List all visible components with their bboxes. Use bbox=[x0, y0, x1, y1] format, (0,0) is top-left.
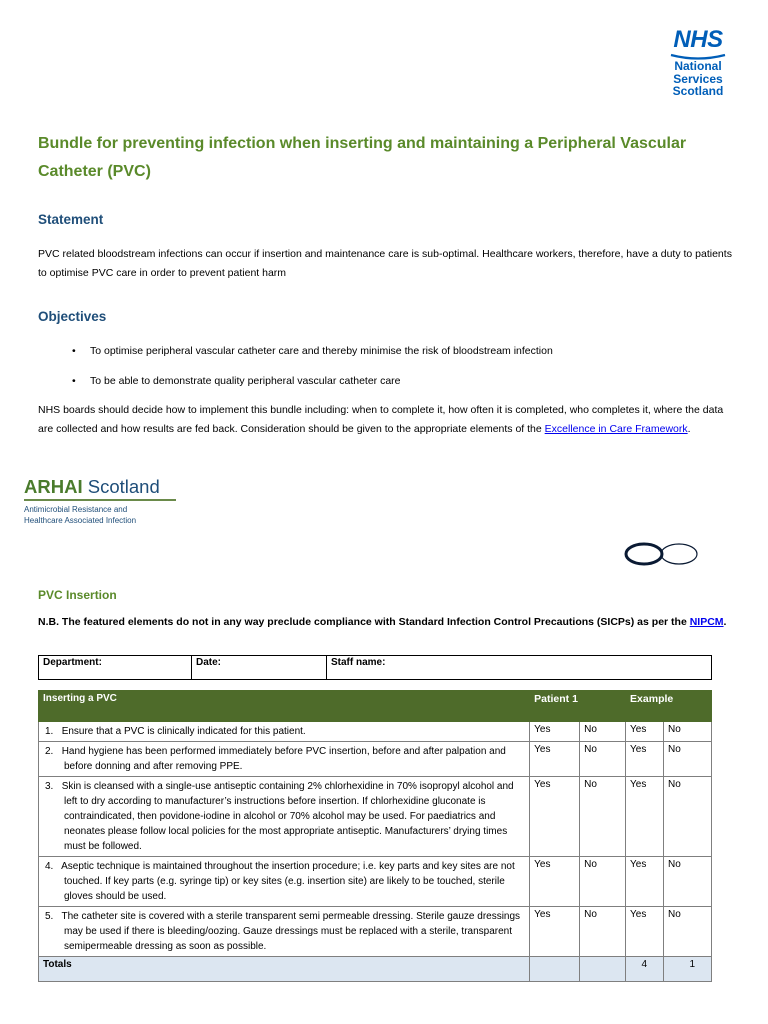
arhai-subtitle-1: Antimicrobial Resistance and bbox=[24, 505, 128, 514]
totals-label: Totals bbox=[39, 957, 530, 982]
statement-heading: Statement bbox=[38, 212, 104, 227]
example-total-yes: 4 bbox=[626, 957, 664, 982]
nhs-logo-line-3: Scotland bbox=[672, 84, 724, 98]
nhs-logo-line-2: Services bbox=[673, 71, 723, 86]
patient-no-cell[interactable]: No bbox=[580, 907, 626, 957]
bullet-icon: • bbox=[72, 375, 76, 387]
nipcm-link[interactable]: NIPCM bbox=[689, 616, 724, 628]
nb-note-end: . bbox=[723, 616, 727, 628]
nhs-logo bbox=[666, 28, 730, 98]
table-header-patient-1: Patient 1 bbox=[530, 691, 626, 722]
patient-total-yes bbox=[530, 957, 580, 982]
table-row bbox=[39, 907, 712, 957]
implementation-paragraph bbox=[38, 401, 738, 439]
criterion-cell bbox=[39, 857, 530, 907]
table-header-example: Example bbox=[626, 691, 712, 722]
pvc-insertion-table bbox=[38, 690, 712, 982]
nb-note bbox=[38, 616, 728, 629]
criterion-number: 2. bbox=[45, 746, 54, 757]
patient-no-cell[interactable]: No bbox=[580, 857, 626, 907]
document-title: Bundle for preventing infection when inserting and maintaining a Peripheral Vascular Catheter (PVC) bbox=[38, 135, 687, 180]
criterion-text: Ensure that a PVC is clinically indicated for this patient. bbox=[61, 726, 306, 737]
arhai-title-green: ARHAI bbox=[24, 476, 83, 497]
interlocking-rings-icon bbox=[622, 540, 702, 568]
criterion-cell bbox=[39, 777, 530, 857]
excellence-in-care-link[interactable]: Excellence in Care Framework bbox=[544, 423, 688, 435]
statement-text: PVC related bloodstream infections can occur if insertion and maintenance care is sub-optimal. Healthcare workers, therefore, have a duty to patients to optimise PVC care in order to prevent patient harm bbox=[38, 248, 732, 279]
criterion-text: Skin is cleansed with a single-use antiseptic containing 2% chlorhexidine in 70% isopropyl alcohol and left to dry according to manufacturer’s instructions before insertion. If chlorhexidine gluconate is contraindicated, then povidone-iodine in alcohol or 70% alcohol may be used. For paediatrics and neonates please follow local policies for the most appropriate antiseptic. Manufacturers’ drying times must be followed. bbox=[61, 781, 514, 852]
objective-item-2-text: To be able to demonstrate quality peripheral vascular catheter care bbox=[90, 375, 401, 387]
patient-total-no bbox=[580, 957, 626, 982]
criterion-number: 1. bbox=[45, 726, 54, 737]
criterion-cell bbox=[39, 722, 530, 742]
patient-yes-cell[interactable]: Yes bbox=[530, 742, 580, 777]
example-total-no: 1 bbox=[664, 957, 712, 982]
criterion-number: 4. bbox=[45, 861, 54, 872]
patient-yes-cell[interactable]: Yes bbox=[530, 777, 580, 857]
nb-note-text: N.B. The featured elements do not in any way preclude compliance with Standard Infection Control Precautions (SICPs) as per the bbox=[38, 616, 690, 628]
objectives-heading: Objectives bbox=[38, 309, 107, 324]
example-yes-cell: Yes bbox=[626, 907, 664, 957]
nhs-logo-line-1: National bbox=[674, 59, 722, 73]
criterion-cell bbox=[39, 742, 530, 777]
totals-row bbox=[39, 957, 712, 982]
table-header-criteria: Inserting a PVC bbox=[39, 691, 530, 722]
patient-no-cell[interactable]: No bbox=[580, 722, 626, 742]
criterion-number: 5. bbox=[45, 911, 54, 922]
example-yes-cell: Yes bbox=[626, 777, 664, 857]
arhai-title-blue: Scotland bbox=[82, 476, 160, 497]
table-row bbox=[39, 742, 712, 777]
example-no-cell: No bbox=[664, 742, 712, 777]
table-row bbox=[39, 777, 712, 857]
example-no-cell: No bbox=[664, 857, 712, 907]
example-no-cell: No bbox=[664, 777, 712, 857]
example-yes-cell: Yes bbox=[626, 722, 664, 742]
table-row bbox=[39, 857, 712, 907]
arhai-subtitle-2: Healthcare Associated Infection bbox=[24, 516, 137, 525]
department-field[interactable]: Department: bbox=[39, 656, 192, 680]
example-yes-cell: Yes bbox=[626, 857, 664, 907]
details-form bbox=[38, 655, 712, 680]
patient-yes-cell[interactable]: Yes bbox=[530, 722, 580, 742]
objective-item-1-text: To optimise peripheral vascular catheter care and thereby minimise the risk of bloodstream infection bbox=[90, 345, 553, 357]
pvc-insertion-heading: PVC Insertion bbox=[38, 588, 117, 602]
date-field[interactable]: Date: bbox=[192, 656, 327, 680]
bullet-icon: • bbox=[72, 345, 76, 357]
table-row bbox=[39, 722, 712, 742]
example-no-cell: No bbox=[664, 722, 712, 742]
nhs-logo-text: NHS bbox=[673, 26, 723, 53]
example-yes-cell: Yes bbox=[626, 742, 664, 777]
patient-yes-cell[interactable]: Yes bbox=[530, 857, 580, 907]
implementation-text-end: . bbox=[687, 423, 691, 435]
criterion-text: Hand hygiene has been performed immediately before PVC insertion, before and after palpation and before donning and after removing PPE. bbox=[61, 746, 506, 772]
patient-no-cell[interactable]: No bbox=[580, 777, 626, 857]
arhai-divider bbox=[24, 499, 176, 501]
implementation-text: NHS boards should decide how to implement this bundle including: when to complete it, how often it is completed, who completes it, where the data are collected and how results are fed back. Consideration should be given to the appropriate elements of the bbox=[38, 404, 724, 435]
patient-yes-cell[interactable]: Yes bbox=[530, 907, 580, 957]
patient-no-cell[interactable]: No bbox=[580, 742, 626, 777]
example-no-cell: No bbox=[664, 907, 712, 957]
arhai-logo bbox=[24, 476, 176, 526]
criterion-text: Aseptic technique is maintained throughout the insertion procedure; i.e. key parts and key sites are not touched. If key parts (e.g. syringe tip) or key sites (e.g. insertion site) are likely to be touched, sterile gloves should be used. bbox=[61, 861, 515, 902]
criterion-cell bbox=[39, 907, 530, 957]
criterion-number: 3. bbox=[45, 781, 54, 792]
staff-name-field[interactable]: Staff name: bbox=[327, 656, 712, 680]
criterion-text: The catheter site is covered with a sterile transparent semi permeable dressing. Sterile gauze dressings may be used if there is bleeding/oozing. Gauze dressings must be replaced with a sterile, transparent semipermeable dressing as soon as possible. bbox=[61, 911, 521, 952]
